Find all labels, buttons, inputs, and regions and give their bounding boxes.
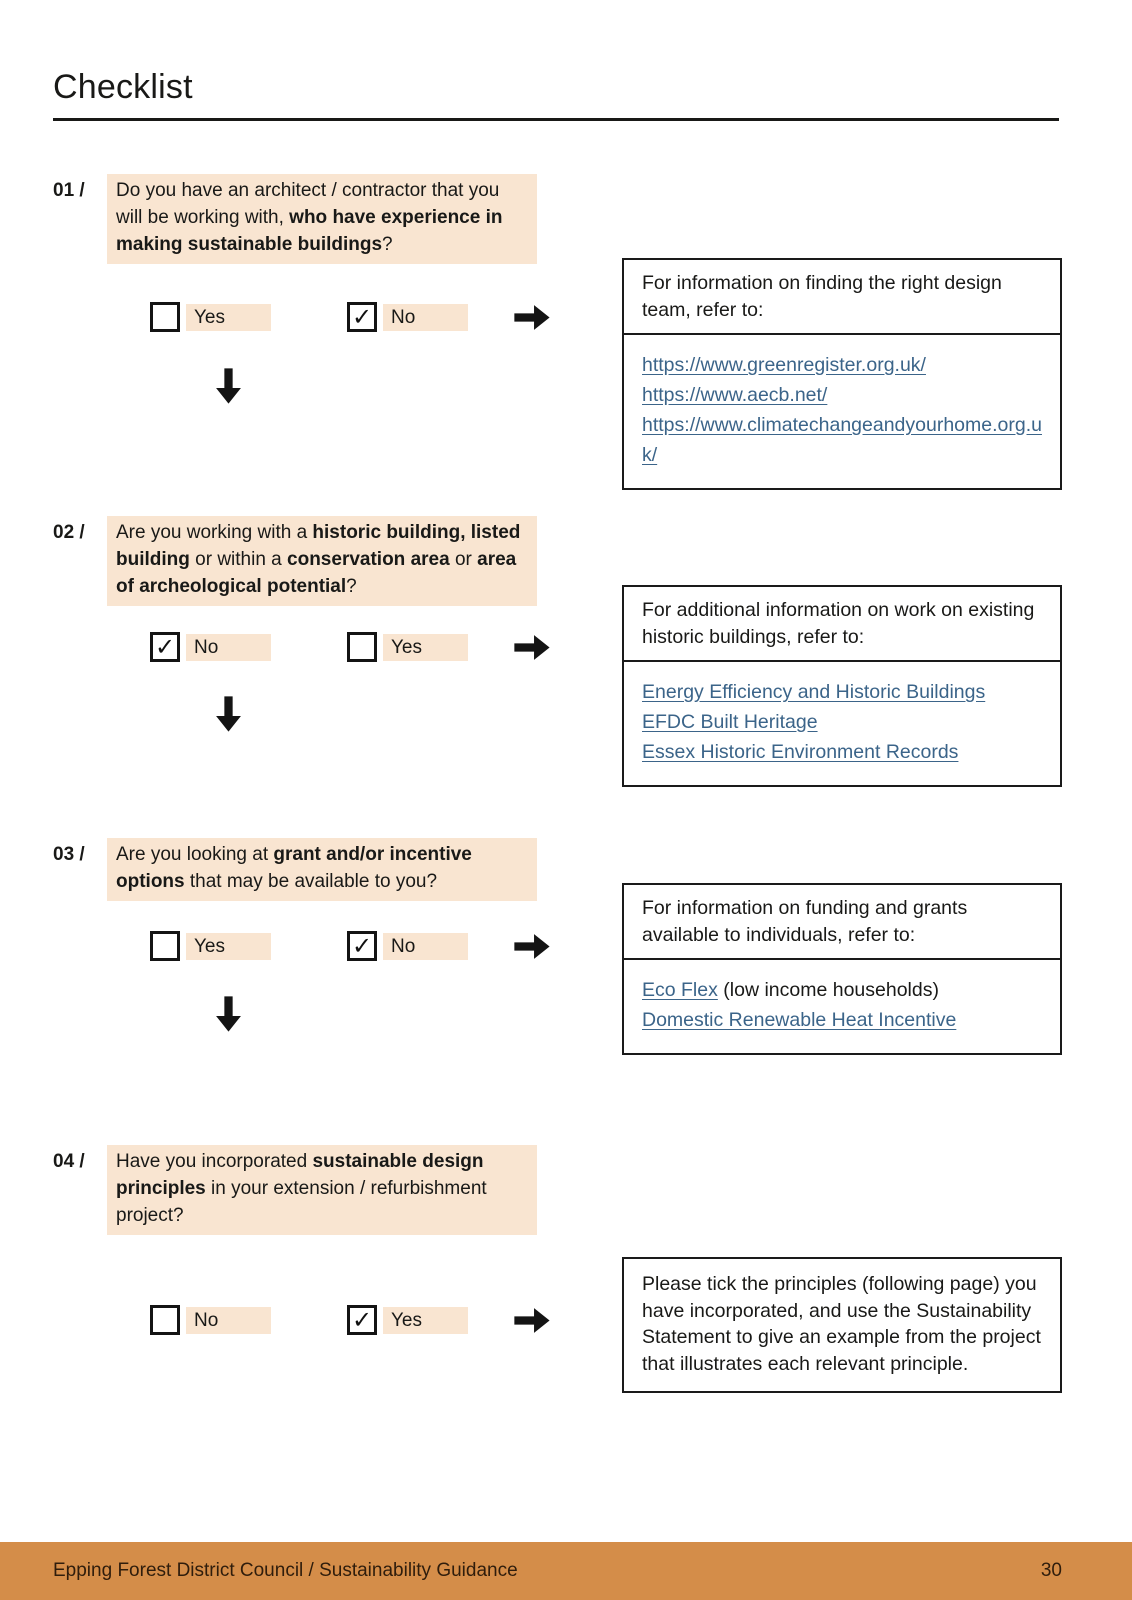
checkbox-yes[interactable] <box>150 302 180 332</box>
info-box-note: Please tick the principles (following page) you have incorporated, and use the Sustainability Statement to give an example from the project that illustrates each relevant principle. <box>642 1273 1041 1375</box>
right-arrow-icon <box>514 633 552 662</box>
checkbox-yes[interactable] <box>347 632 377 662</box>
info-box-links <box>624 662 1060 785</box>
footer-title: Epping Forest District Council / Sustainability Guidance <box>53 1560 518 1581</box>
question-03 <box>53 838 537 901</box>
question-text: Do you have an architect / contractor that you will be working with, who have experience in making sustainable buildings? <box>107 174 537 264</box>
down-arrow-icon <box>214 996 243 1034</box>
link-climatechangeandyourhome[interactable]: https://www.climatechangeandyourhome.org.uk/ <box>642 414 1042 466</box>
question-01 <box>53 174 537 264</box>
question-number: 01 / <box>53 180 85 201</box>
link-suffix: (low income households) <box>717 979 939 1001</box>
link-energy-efficiency-historic-buildings[interactable]: Energy Efficiency and Historic Buildings <box>642 681 986 703</box>
link-eco-flex[interactable]: Eco Flex <box>642 979 718 1001</box>
info-box-design-team <box>622 258 1062 490</box>
question-number: 04 / <box>53 1151 85 1172</box>
right-arrow-icon <box>514 303 552 332</box>
checkbox-yes[interactable] <box>347 1305 377 1335</box>
question-text: Are you looking at grant and/or incentive options that may be available to you? <box>107 838 537 901</box>
checkmark-icon: ✓ <box>351 933 373 960</box>
checkbox-label: Yes <box>186 304 271 331</box>
link-greenregister[interactable]: https://www.greenregister.org.uk/ <box>642 354 926 376</box>
footer <box>0 1542 1132 1600</box>
info-box-header: For information on finding the right design team, refer to: <box>624 260 1060 335</box>
info-box-principles <box>622 1257 1062 1393</box>
page-title: Checklist <box>53 68 193 106</box>
checkbox-no[interactable] <box>347 931 377 961</box>
link-efdc-built-heritage[interactable]: EFDC Built Heritage <box>642 711 818 733</box>
checkmark-icon: ✓ <box>351 304 373 331</box>
checkbox-no[interactable] <box>347 302 377 332</box>
info-box-historic-buildings <box>622 585 1062 787</box>
info-box-header: For additional information on work on existing historic buildings, refer to: <box>624 587 1060 662</box>
checkbox-no[interactable] <box>150 632 180 662</box>
right-arrow-icon <box>514 1306 552 1335</box>
info-box-links <box>624 960 1060 1053</box>
checkbox-label: Yes <box>383 1307 468 1334</box>
info-box-header: For information on funding and grants available to individuals, refer to: <box>624 885 1060 960</box>
link-aecb[interactable]: https://www.aecb.net/ <box>642 384 828 406</box>
checkbox-label: Yes <box>186 933 271 960</box>
question-text: Are you working with a historic building, listed building or within a conservation area or area of archeological potential? <box>107 516 537 606</box>
right-arrow-icon <box>514 932 552 961</box>
info-box-funding-grants <box>622 883 1062 1055</box>
checkbox-label: No <box>186 634 271 661</box>
page-number: 30 <box>1040 1560 1062 1581</box>
checkbox-label: No <box>186 1307 271 1334</box>
question-number: 03 / <box>53 844 85 865</box>
down-arrow-icon <box>214 368 243 406</box>
info-box-links <box>624 335 1060 488</box>
question-02 <box>53 516 537 606</box>
question-text: Have you incorporated sustainable design principles in your extension / refurbishment project? <box>107 1145 537 1235</box>
checkmark-icon: ✓ <box>351 1307 373 1334</box>
question-number: 02 / <box>53 522 85 543</box>
down-arrow-icon <box>214 696 243 734</box>
checkbox-label: No <box>383 933 468 960</box>
title-divider <box>53 118 1059 121</box>
question-04 <box>53 1145 537 1235</box>
checkbox-label: No <box>383 304 468 331</box>
checkmark-icon: ✓ <box>154 634 176 661</box>
checkbox-label: Yes <box>383 634 468 661</box>
checkbox-no[interactable] <box>150 1305 180 1335</box>
checkbox-yes[interactable] <box>150 931 180 961</box>
link-domestic-renewable-heat-incentive[interactable]: Domestic Renewable Heat Incentive <box>642 1009 957 1031</box>
link-essex-historic-environment-records[interactable]: Essex Historic Environment Records <box>642 741 959 763</box>
